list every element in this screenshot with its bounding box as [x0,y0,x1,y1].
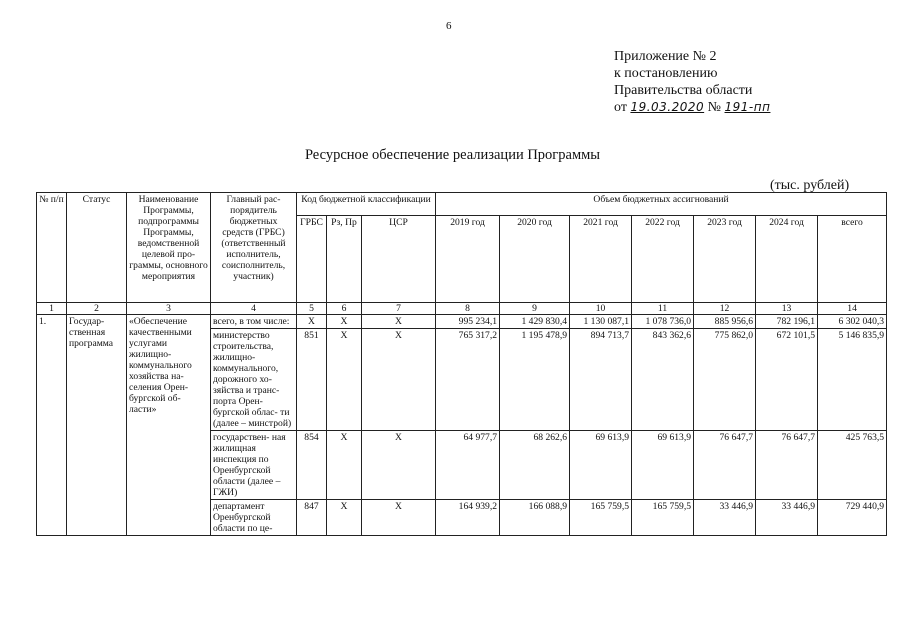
value-2019: 64 977,7 [436,431,500,500]
grbs-cell: X [297,315,327,329]
column-number: 5 [297,303,327,315]
executor-cell: государствен- ная жилищная инспекция по Оренбургской области (далее – ГЖИ) [211,431,297,500]
grbs-cell: 854 [297,431,327,500]
header-2019: 2019 год [436,216,500,303]
column-number: 9 [500,303,570,315]
appendix-line-2: к постановлению [614,66,718,81]
from-label: от [614,100,627,115]
column-number: 6 [327,303,362,315]
header-2021: 2021 год [570,216,632,303]
rz-pr-cell: X [327,500,362,536]
column-number-row [37,303,887,315]
page-number: 6 [446,20,452,32]
column-number: 1 [37,303,67,315]
value-2022: 843 362,6 [632,329,694,431]
program-status: Государ- ственная программа [67,315,127,536]
program-name: «Обеспечение качественными услугами жилищно- коммунального хозяйства на- селения Орен- бургской об- ласти» [127,315,211,536]
number-label: № [707,100,722,115]
rz-pr-cell: X [327,431,362,500]
value-2023: 775 862,0 [694,329,756,431]
document-title: Ресурсное обеспечение реализации Программы [304,147,601,163]
value-2021: 894 713,7 [570,329,632,431]
header-row-main [37,193,887,216]
header-num: № п/п [37,193,67,303]
column-number: 2 [67,303,127,315]
value-2022: 69 613,9 [632,431,694,500]
csr-cell: X [362,500,436,536]
value-2023: 76 647,7 [694,431,756,500]
header-2020: 2020 год [500,216,570,303]
appendix-line-3: Правительства области [614,83,753,98]
column-number: 3 [127,303,211,315]
value-2024: 76 647,7 [756,431,818,500]
value-2020: 166 088,9 [500,500,570,536]
header-2023: 2023 год [694,216,756,303]
handwritten-date: 19.03.2020 [630,100,705,114]
header-status: Статус [67,193,127,303]
header-name: Наименование Программы, подпрограммы Программы, ведомственной целевой про- граммы, основного мероприятия [127,193,211,303]
value-2019: 995 234,1 [436,315,500,329]
column-number: 13 [756,303,818,315]
column-number: 10 [570,303,632,315]
csr-cell: X [362,315,436,329]
header-rz-pr: Рз, Пр [327,216,362,303]
value-2024: 33 446,9 [756,500,818,536]
header-2022: 2022 год [632,216,694,303]
column-number: 7 [362,303,436,315]
value-total: 6 302 040,3 [818,315,887,329]
value-2024: 782 196,1 [756,315,818,329]
value-2019: 164 939,2 [436,500,500,536]
value-2021: 69 613,9 [570,431,632,500]
value-2020: 1 429 830,4 [500,315,570,329]
grbs-cell: 851 [297,329,327,431]
csr-cell: X [362,329,436,431]
appendix-date-line [614,99,770,116]
units-label: (тыс. рублей) [770,178,850,193]
value-total: 5 146 835,9 [818,329,887,431]
executor-cell: министерство строительства, жилищно- коммунального, дорожного хо- зяйства и транс- порта Орен- бургской облас- ти (далее – минстрой) [211,329,297,431]
value-2022: 165 759,5 [632,500,694,536]
column-number: 14 [818,303,887,315]
value-total: 425 763,5 [818,431,887,500]
grbs-cell: 847 [297,500,327,536]
executor-cell: всего, в том числе: [211,315,297,329]
value-2022: 1 078 736,0 [632,315,694,329]
value-2020: 1 195 478,9 [500,329,570,431]
value-2021: 165 759,5 [570,500,632,536]
header-2024: 2024 год [756,216,818,303]
header-total: всего [818,216,887,303]
header-grbs-main: Главный рас- порядитель бюджетных средств (ГРБС) (ответственный исполнитель, соисполнитель, участник) [211,193,297,303]
value-2020: 68 262,6 [500,431,570,500]
executor-cell: департамент Оренбургской области по це- [211,500,297,536]
value-2019: 765 317,2 [436,329,500,431]
column-number: 4 [211,303,297,315]
value-total: 729 440,9 [818,500,887,536]
rz-pr-cell: X [327,329,362,431]
value-2023: 33 446,9 [694,500,756,536]
column-number: 11 [632,303,694,315]
appendix-block [614,48,770,116]
value-2024: 672 101,5 [756,329,818,431]
rz-pr-cell: X [327,315,362,329]
header-grbs: ГРБС [297,216,327,303]
table-row [37,315,887,329]
csr-cell: X [362,431,436,500]
appendix-line-1: Приложение № 2 [614,49,717,64]
column-number: 8 [436,303,500,315]
value-2021: 1 130 087,1 [570,315,632,329]
program-num: 1. [37,315,67,536]
value-2023: 885 956,6 [694,315,756,329]
header-csr: ЦСР [362,216,436,303]
column-number: 12 [694,303,756,315]
header-budget-code: Код бюджетной классификации [297,193,436,216]
resource-table [36,192,887,536]
handwritten-number: 191-пп [724,100,771,114]
header-volume: Объем бюджетных ассигнований [436,193,887,216]
